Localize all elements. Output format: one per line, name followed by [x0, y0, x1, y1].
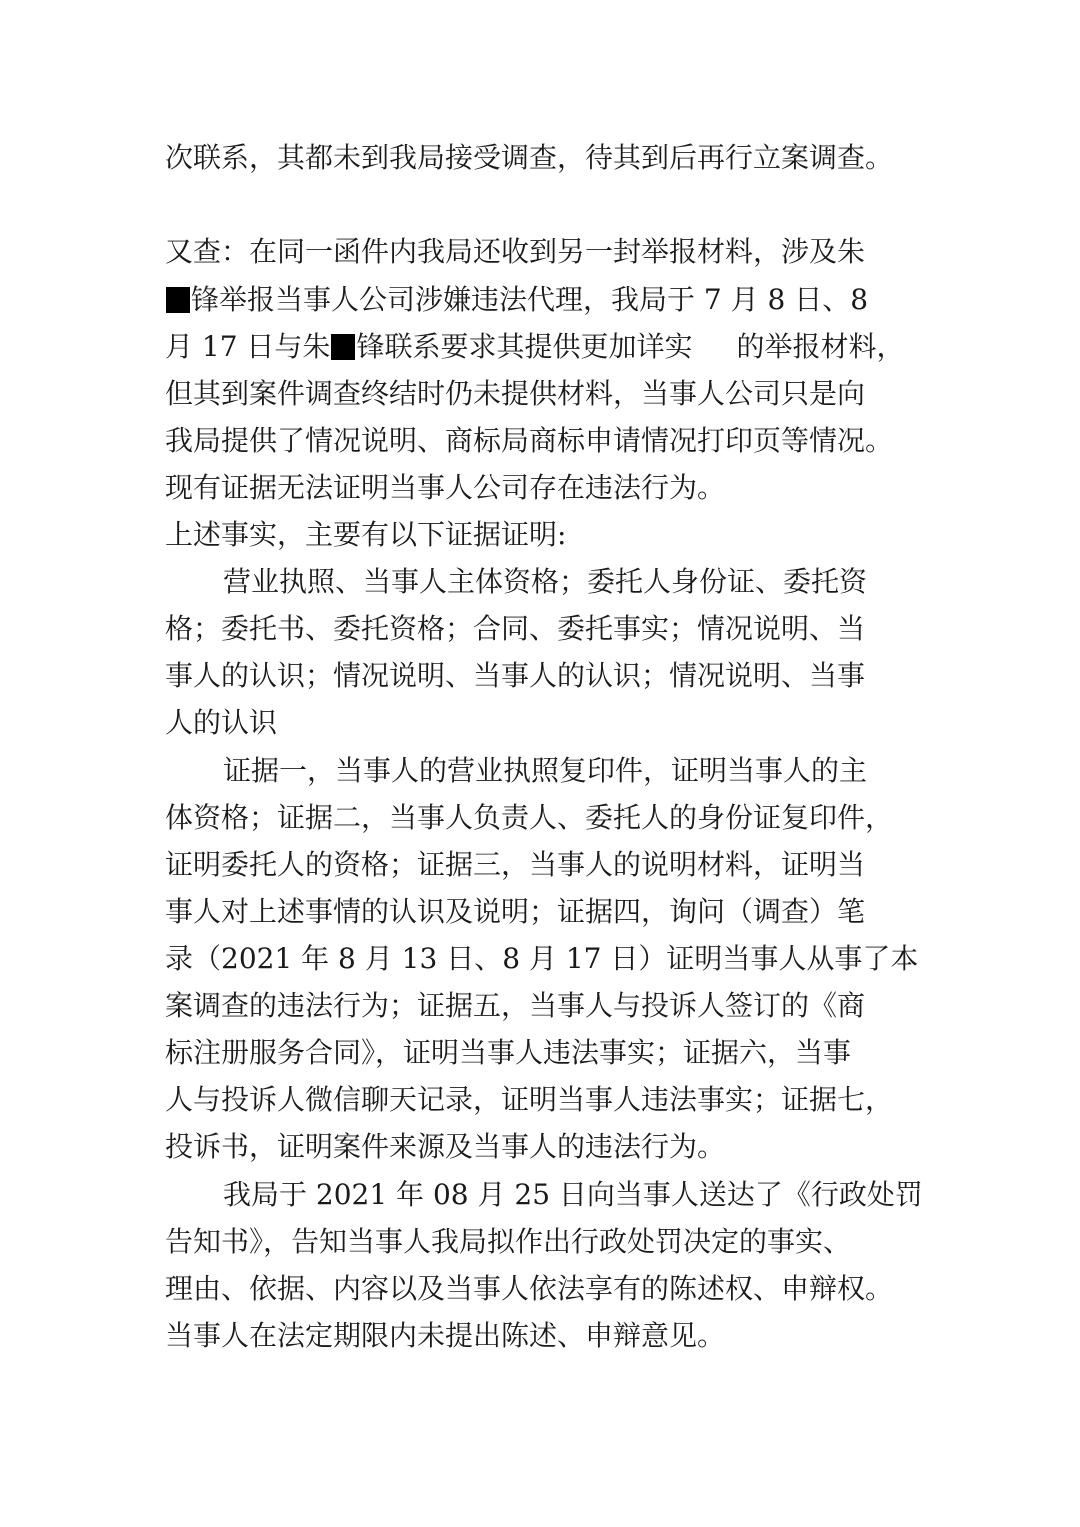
- text-line: 又查：在同一函件内我局还收到另一封举报材料，涉及朱: [165, 235, 866, 268]
- text-segment: 锋举报当事人公司涉嫌违法代理，我局于 7 月 8 日、8: [191, 283, 869, 316]
- text-line: 证据一，当事人的营业执照复印件，证明当事人的主: [223, 754, 868, 787]
- redaction-block: [331, 334, 355, 360]
- text-line: 当事人在法定期限内未提出陈述、申辩意见。: [165, 1319, 726, 1352]
- text-line: 人的认识: [165, 706, 278, 739]
- text-line: 我局提供了情况说明、商标局商标申请情况打印页等情况。: [165, 424, 894, 457]
- text-line: 录（2021 年 8 月 13 日、8 月 17 日）证明当事人从事了本: [165, 942, 919, 975]
- text-segment: 的举报材料，: [736, 330, 905, 363]
- text-line: 事人对上述事情的认识及说明；证据四，询问（调查）笔: [165, 895, 866, 928]
- text-line: 证明委托人的资格；证据三，当事人的说明材料，证明当: [165, 848, 866, 881]
- redaction-block: [166, 287, 190, 313]
- text-line: 现有证据无法证明当事人公司存在违法行为。: [165, 471, 726, 504]
- text-line: 人与投诉人微信聊天记录，证明当事人违法事实；证据七，: [165, 1083, 894, 1116]
- text-line: 营业执照、当事人主体资格；委托人身份证、委托资: [223, 565, 868, 598]
- text-line-with-redaction: [165, 327, 904, 367]
- text-line: 我局于 2021 年 08 月 25 日向当事人送达了《行政处罚: [223, 1178, 923, 1211]
- text-line: 投诉书，证明案件来源及当事人的违法行为。: [165, 1130, 726, 1163]
- text-segment: 月 17 日与朱: [165, 330, 331, 363]
- text-segment: 锋联系要求其提供更加详实: [356, 330, 693, 363]
- text-line: 但其到案件调查终结时仍未提供材料，当事人公司只是向: [165, 377, 866, 410]
- text-line: 体资格；证据二，当事人负责人、委托人的身份证复印件，: [165, 801, 894, 834]
- text-line: 告知书》，告知当事人我局拟作出行政处罚决定的事实、: [165, 1225, 852, 1258]
- text-line: 上述事实，主要有以下证据证明:: [165, 518, 567, 551]
- text-line: 次联系，其都未到我局接受调查，待其到后再行立案调查。: [165, 141, 894, 174]
- text-line-with-redaction: [165, 280, 868, 320]
- text-line: 案调查的违法行为；证据五，当事人与投诉人签订的《商: [165, 989, 866, 1022]
- text-line: 格；委托书、委托资格；合同、委托事实；情况说明、当: [165, 612, 866, 645]
- text-line: 标注册服务合同》，证明当事人违法事实；证据六，当事: [165, 1036, 852, 1069]
- text-line: 事人的认识；情况说明、当事人的认识；情况说明、当事: [165, 659, 866, 692]
- text-line: 理由、依据、内容以及当事人依法享有的陈述权、申辩权。: [165, 1272, 894, 1305]
